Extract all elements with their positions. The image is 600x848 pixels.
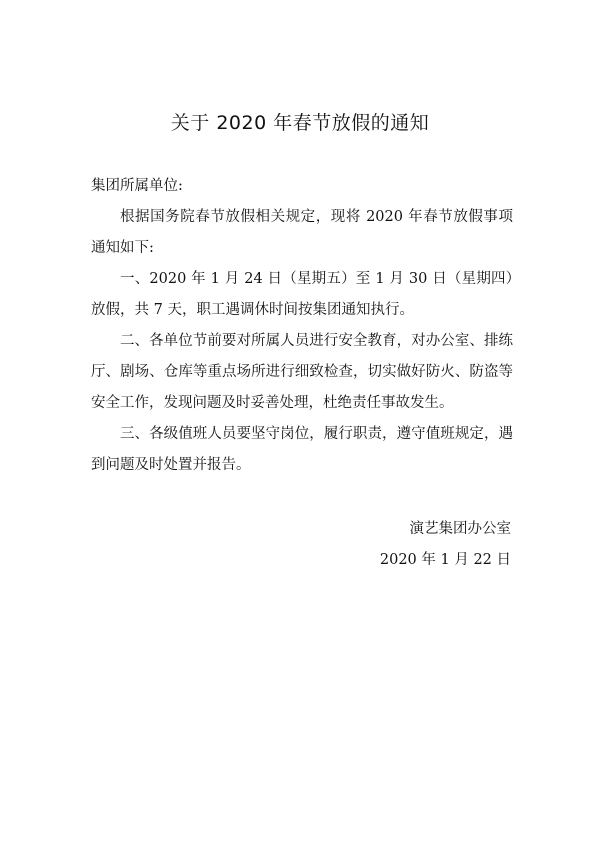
document-body xyxy=(91,171,513,481)
paragraph-item-2: 二、各单位节前要对所属人员进行安全教育，对办公室、排练厅、剧场、仓库等重点场所进行细致检查，切实做好防火、防盗等安全工作，发现问题及时妥善处理，杜绝责任事故发生。 xyxy=(91,333,513,411)
signature-date: 2020 年 1 月 22 日 xyxy=(379,552,511,568)
salutation: 集团所属单位: xyxy=(91,178,183,194)
paragraph-item-3: 三、各级值班人员要坚守岗位，履行职责，遵守值班规定，遇到问题及时处置并报告。 xyxy=(91,426,513,473)
signature-block xyxy=(380,514,511,576)
document-title: 关于 2020 年春节放假的通知 xyxy=(170,112,430,134)
paragraph-intro: 根据国务院春节放假相关规定，现将 2020 年春节放假事项通知如下: xyxy=(91,209,513,256)
signature-organization: 演艺集团办公室 xyxy=(409,521,511,537)
paragraph-item-1: 一、2020 年 1 月 24 日（星期五）至 1 月 30 日（星期四）放假，共 7 天，职工遇调休时间按集团通知执行。 xyxy=(91,271,513,318)
